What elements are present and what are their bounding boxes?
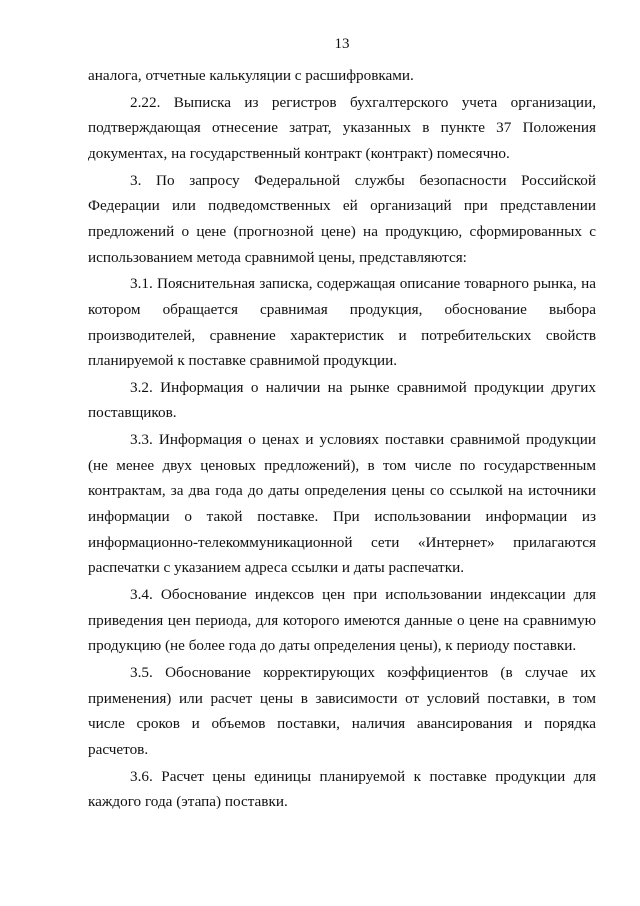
paragraph-3: 3. По запросу Федеральной службы безопасности Российской Федерации или подведомственных ей организаций при представлении предложений о цене (прогнозной цене) на продукцию, сформированных с использованием метода сравнимой цены, представляются: — [88, 171, 596, 266]
paragraph-3-2: 3.2. Информация о наличии на рынке сравнимой продукции других поставщиков. — [88, 378, 596, 422]
paragraph-3-6: 3.6. Расчет цены единицы планируемой к поставке продукции для каждого года (этапа) поставки. — [88, 767, 596, 811]
paragraph-continuation: аналога, отчетные калькуляции с расшифровками. — [88, 67, 414, 84]
paragraph-3-5: 3.5. Обоснование корректирующих коэффициентов (в случае их применения) или расчет цены в зависимости от условий поставки, в том числе сроков и объемов поставки, наличия авансирования и порядка расчетов. — [88, 663, 596, 758]
paragraph-2-22: 2.22. Выписка из регистров бухгалтерского учета организации, подтверждающая отнесение затрат, указанных в пункте 37 Положения документах, на государственный контракт (контракт) помесячно. — [88, 93, 596, 162]
document-page — [88, 0, 596, 906]
paragraph-3-1: 3.1. Пояснительная записка, содержащая описание товарного рынка, на котором обращается сравнимая продукция, обоснование выбора производителей, сравнение характеристик и потребительских свойств планируемой к поставке сравнимой продукции. — [88, 275, 596, 370]
document-body — [88, 63, 596, 815]
paragraph-3-3: 3.3. Информация о ценах и условиях поставки сравнимой продукции (не менее двух ценовых предложений), в том числе по государственным контрактам, за два года до даты определения цены со ссылкой на источники информации о такой поставке. При использовании информации из информационно-телекоммуникационной сети «Интернет» прилагаются распечатки с указанием адреса ссылки и даты распечатки. — [88, 431, 596, 577]
paragraph-3-4: 3.4. Обоснование индексов цен при использовании индексации для приведения цен периода, для которого имеются данные о цене на сравнимую продукцию (не более года до даты определения цены), к периоду поставки. — [88, 586, 596, 655]
page-number: 13 — [334, 36, 350, 52]
